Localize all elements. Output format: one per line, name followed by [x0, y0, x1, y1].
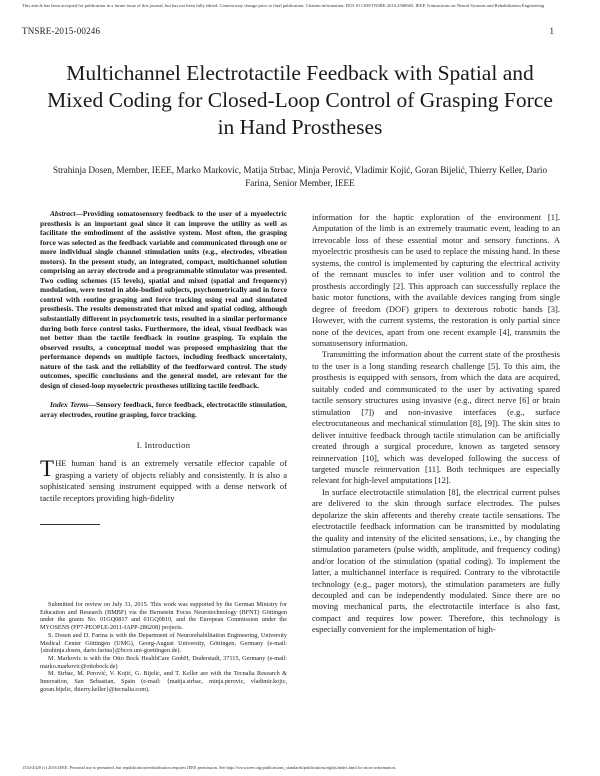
left-column: [40, 209, 287, 504]
abstract-lead: Abstract: [50, 209, 76, 218]
author-list: Strahinja Dosen, Member, IEEE, Marko Markovic, Matija Strbac, Minja Perović, Vladimir Kojić, Goran Bijelić, Thierry Keller, Dario Farina, Senior Member, IEEE: [52, 165, 548, 188]
index-terms-lead: Index Terms: [50, 400, 89, 410]
footnote: S. Dosen and D. Farina is with the Department of Neurorehabilitation Engineering, University Medical Center Göttingen (UMG), Georg-August University, Göttingen, Germany (e-mail: {strahinja.dosen, dario.farina}@bccn.uni-goettingen.de).: [40, 631, 287, 655]
footnote: M. Markovic is with the Otto Bock HealthCare GmbH, Duderstadt, 37115, Germany (e-mail: marko.markovic@ottobock.de): [40, 654, 287, 670]
footnote: Submitted for review on July 31, 2015. This work was supported by the German Ministry for Education and Research (BMBF) via the Bernstein Focus Neurotechnology (BFNT) Göttingen under the grants No. 01GQ0817 and 01GQ0810, and the European Commission under the MYOSENS (FP7-PEOPLE-2011-IAPP-286208) projects.: [40, 601, 287, 632]
manuscript-id: TNSRE-2015-00246: [22, 26, 101, 36]
footnote-rule: [40, 524, 100, 525]
copyright-footer: 1534-4320 (c) 2016 IEEE. Personal use is permitted, but republication/redistribution requires IEEE permission. See http://www.ieee.org/publications_standards/publications/rights/index.html for more information.: [22, 765, 396, 770]
abstract: [40, 209, 287, 390]
intro-text: HE human hand is an extremely versatile effector capable of grasping a variety of objects reliably and consistently. It is also a sophisticated sensing instrument equipped with a dense network of tactile receptors providing high-fidelity: [40, 458, 287, 503]
publication-notice: This article has been accepted for publication in a future issue of this journal, but has not been fully edited. Content may change prior to final publication. Citation information: DOI 10.1109/TNSRE.2016.2568665, IEEE Transactions on Neural Systems and Rehabilitation Engineering: [22, 3, 545, 8]
footnotes: [40, 601, 287, 693]
paper-title: Multichannel Electrotactile Feedback with Spatial and Mixed Coding for Closed-Loop Control of Grasping Force in Hand Prostheses: [47, 61, 553, 139]
drop-cap: T: [40, 456, 55, 482]
body-paragraph: In surface electrotactile stimulation [8], the electrical current pulses are delivered to the skin through surface electrodes. The pulses depolarize the skin afferents and thereby create tactile sensations. The electrotactile feedback information can be transmitted by modulating the quality and intensity of the elicited sensations, i.e., by changing the stimulation parameters (pulse width, amplitude, and frequency coding) and/or location of the stimulation (spatial coding). To implement the latter, a multichannel interface is required. Contrary to the vibrotactile technology (e.g., pager motors), the stimulation parameters are fully decoupled and can be independently modulated. Since there are no moving mechanical parts, the electrotactile interface is also fast, compact and requires low power. Therefore, this technology is especially convenient for the implementation of high-: [312, 486, 560, 635]
intro-paragraph: [40, 458, 287, 504]
abstract-text: —Providing somatosensory feedback to the user of a myoelectric prosthesis is an important goal since it can improve the utility as well as facilitate the embodiment of the assistive system. Most often, the grasping force was selected as the feedback variable and communicated through one or more individual single channel stimulation units (e.g., electrodes, vibration motors). In the present study, an integrated, compact, multichannel solution comprising an array electrode and a programmable stimulator was presented. Two coding schemes (15 levels), spatial and mixed (spatial and frequency) modulation, were tested in able-bodied subjects, psychometrically and in force control with routine grasping and force tracking using real and simulated prosthesis. The results demonstrated that mixed and spatial coding, although substantially different in psychometric tests, resulted in a similar performance during both force control tasks. Furthermore, the ideal, visual feedback was not better than the tactile feedback in routine grasping. To explain the observed results, a conceptual model was proposed emphasizing that the performance depends on multiple factors, including feedback uncertainty, nature of the task and the reliability of the feedforward control. The study outcomes, specific conclusions and the general model, are relevant for the design of closed-loop myoelectric prostheses utilizing tactile feedback.: [40, 209, 287, 390]
section-heading: I. Introduction: [136, 440, 191, 451]
body-paragraph: information for the haptic exploration of the environment [1]. Amputation of the limb is an extremely traumatic event, leading to an irrevocable loss of these essential motor and sensory functions. A myoelectric prosthesis can be used to replace the missing hand. In these systems, the control is implemented by capturing the electrical activity of the remnant muscles to infer user volition and to control the prosthesis accordingly [2]. This approach can successfully replace the basic motor functions, with the available devices ranging from single degree of freedom (DOF) gripers to dexterous robotic hands [3]. However, with the current systems, the restoration is only partial since none of the devices, apart from one recent example [4], transmits the somatosensory information.: [312, 212, 560, 348]
right-column: [312, 212, 560, 636]
body-paragraph: Transmitting the information about the current state of the prosthesis to the user is a long standing research challenge [5]. To this aim, the prosthesis is equipped with sensors, from which the data are acquired, suitably coded and communicated to the user by activating spared tactile sensory structures using invasive (e.g., direct nerve [6] or brain stimulation [7]) and non-invasive interfaces (e.g., surface electrocutaneous and mechanical stimulation [8], [9]). The skin sites to deliver intuitive feedback through tactile stimulation can be artificially created through a surgical procedure, known as targeted sensory reinnervation [10], which was developed following the success of targeted muscle reinnervation [11]. Both techniques are especially relevant for high-level amputations [12].: [312, 349, 560, 486]
footnote: M. Strbac, M. Perović, V. Kojić, G. Bijelic, and T. Keller are with the Tecnalia Research & Innovation, San Sebastian, Spain (e-mail: {matija.strbac, minja.perovic, vladimir.kojic, goran.bijelic, thierry.keller}@tecnalia.com).: [40, 670, 287, 693]
index-terms-text: —Sensory feedback, force feedback, electrotactile stimulation, array electrodes, routine grasping, force tracking.: [40, 400, 287, 419]
index-terms: [40, 400, 287, 419]
page-number: 1: [549, 26, 554, 36]
